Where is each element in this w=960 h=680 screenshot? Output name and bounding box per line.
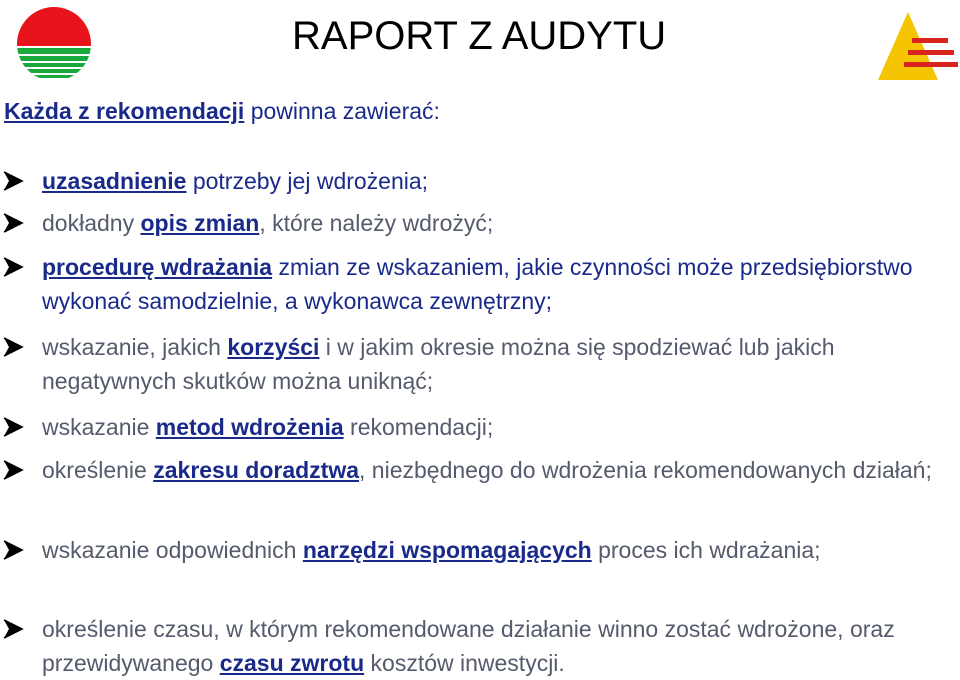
- arrow-bullet-icon: [2, 410, 24, 444]
- intro-emphasis: Każda z rekomendacji: [4, 98, 245, 124]
- item-keyword: korzyści: [227, 334, 320, 360]
- item-keyword: czasu zwrotu: [219, 650, 365, 676]
- arrow-bullet-icon: [2, 164, 24, 198]
- item-text: wskazanie odpowiednich: [42, 537, 303, 563]
- item-text: wskazanie, jakich: [42, 334, 228, 360]
- list-item: [42, 250, 942, 318]
- item-text: dokładny: [42, 210, 141, 236]
- intro-line: [4, 98, 440, 125]
- arrow-bullet-icon: [2, 533, 24, 567]
- arrow-bullet-icon: [2, 206, 24, 240]
- item-text: , które należy wdrożyć;: [259, 210, 494, 236]
- list-item: [42, 612, 942, 680]
- item-text: określenie: [42, 457, 154, 483]
- item-keyword: opis zmian: [140, 210, 260, 236]
- arrow-bullet-icon: [2, 453, 24, 487]
- list-item: [42, 206, 942, 240]
- item-text: wskazanie: [42, 414, 156, 440]
- item-text: zmian ze wskazaniem, jakie czynności może przedsiębiorstwo wykonać samodzielnie, a wykonawca zewnętrzny;: [42, 254, 913, 314]
- list-item: [42, 533, 942, 567]
- arrow-bullet-icon: [2, 612, 24, 646]
- sun-over-water-logo-icon: [16, 6, 92, 82]
- item-keyword: procedurę wdrażania: [42, 254, 273, 280]
- item-text: i w jakim okresie można się spodziewać lub jakich negatywnych skutków można uniknąć;: [42, 334, 835, 394]
- item-keyword: uzasadnienie: [42, 168, 187, 194]
- list-item: [42, 164, 942, 198]
- list-item: [42, 330, 942, 398]
- item-text: kosztów inwestycji.: [364, 650, 565, 676]
- item-keyword: narzędzi wspomagających: [302, 537, 592, 563]
- item-keyword: metod wdrożenia: [155, 414, 344, 440]
- arrow-bullet-icon: [2, 250, 24, 284]
- item-text: , niezbędnego do wdrożenia rekomendowanych działań;: [359, 457, 932, 483]
- item-text: proces ich wdrażania;: [591, 537, 821, 563]
- intro-rest: powinna zawierać:: [244, 98, 440, 124]
- arrow-bullet-icon: [2, 330, 24, 364]
- item-text: określenie czasu, w którym rekomendowane działanie winno zostać wdrożone, oraz przewidywanego: [42, 616, 895, 676]
- triangle-stripes-logo-icon: [878, 12, 958, 84]
- item-text: rekomendacji;: [343, 414, 494, 440]
- page-title: RAPORT Z AUDYTU: [292, 14, 667, 58]
- item-text: potrzeby jej wdrożenia;: [186, 168, 429, 194]
- item-keyword: zakresu doradztwa: [153, 457, 360, 483]
- list-item: [42, 453, 942, 487]
- list-item: [42, 410, 942, 444]
